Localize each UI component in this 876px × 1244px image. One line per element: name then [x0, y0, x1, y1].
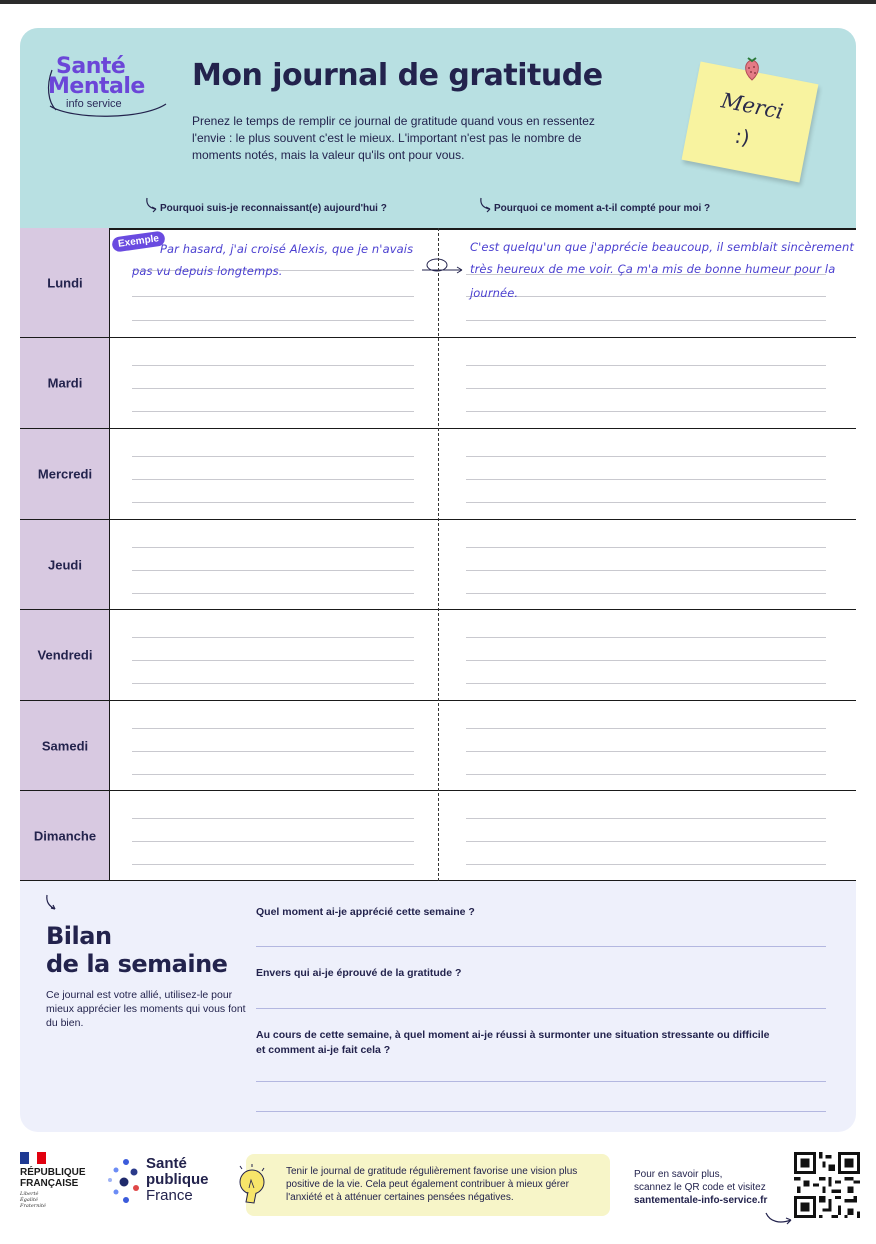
example-right-line3: journée. [470, 286, 519, 300]
writing-line[interactable] [132, 683, 414, 684]
arrow-icon [144, 197, 158, 213]
tip-text: Tenir le journal de gratitude régulièrement favorise une vision plus positive de la vie. Cela peut également contribuer à mieux gérer l'anxiété et à atténuer certaines pensées négatives. [286, 1166, 578, 1203]
column-header-right [494, 203, 710, 214]
logo-line3: info service [66, 98, 122, 110]
writing-line[interactable] [132, 841, 414, 842]
logo-line2: Mentale [48, 74, 145, 99]
writing-line[interactable] [132, 728, 414, 729]
example-left-line1: Par hasard, j'ai croisé Alexis, que je n'avais [160, 242, 414, 256]
bulb-icon [230, 1162, 270, 1208]
rf-motto [20, 1191, 100, 1209]
spf-line1: Santé [146, 1155, 187, 1172]
writing-line[interactable] [466, 683, 826, 684]
answer-line[interactable] [256, 1008, 826, 1009]
writing-line[interactable] [132, 388, 414, 389]
rf-name [20, 1167, 100, 1189]
spf-line3: France [146, 1187, 193, 1204]
top-bar [0, 0, 876, 4]
writing-line[interactable] [132, 296, 414, 297]
day-label: Mardi [47, 375, 83, 391]
more-line1: Pour en savoir plus, [634, 1169, 723, 1180]
writing-line[interactable] [132, 660, 414, 661]
writing-line[interactable] [466, 593, 826, 594]
day-label: Jeudi [48, 557, 82, 572]
answer-line[interactable] [256, 1081, 826, 1082]
sante-publique-france-logo [104, 1154, 224, 1210]
rf-motto3: Fraternité [20, 1203, 46, 1209]
bilan-text: Ce journal est votre allié, utilisez-le pour mieux apprécier les moments qui vous font du bien. [46, 989, 246, 1029]
bilan-title-line2: de la semaine [46, 950, 228, 978]
rf-motto1: Liberté [20, 1191, 39, 1197]
writing-line[interactable] [132, 637, 414, 638]
more-line2: scannez le QR code et visitez [634, 1182, 766, 1193]
column-header-right-label: Pourquoi ce moment a-t-il compté pour moi ? [494, 203, 711, 214]
writing-line[interactable] [132, 365, 414, 366]
day-label: Samedi [41, 738, 89, 753]
day-label: Dimanche [33, 828, 97, 843]
answer-line[interactable] [256, 946, 826, 947]
writing-line[interactable] [132, 593, 414, 594]
example-right-line2: très heureux de me voir. Ça m'a mis de bonne humeur pour la [470, 262, 836, 276]
rf-motto2: Égalité [20, 1197, 38, 1203]
arrow-icon [478, 197, 492, 213]
day-cell [20, 228, 110, 337]
writing-line[interactable] [132, 411, 414, 412]
writing-line[interactable] [466, 365, 826, 366]
writing-line[interactable] [132, 751, 414, 752]
example-right-line1: C'est quelqu'un que j'apprécie beaucoup, il semblait sincèrement [470, 240, 854, 254]
day-cell [20, 520, 110, 609]
bilan-question-2: Envers qui ai-je éprouvé de la gratitude ? [256, 967, 462, 979]
more-url[interactable] [634, 1194, 767, 1207]
writing-line[interactable] [132, 456, 414, 457]
day-cell [20, 610, 110, 700]
more-info [634, 1168, 767, 1207]
day-label: Vendredi [37, 647, 93, 663]
day-label: Lundi [47, 275, 83, 290]
writing-line[interactable] [132, 547, 414, 548]
column-divider [438, 228, 439, 881]
pin-icon [740, 56, 764, 84]
writing-line[interactable] [132, 774, 414, 775]
rf-line2: FRANÇAISE [20, 1178, 79, 1189]
writing-line[interactable] [466, 660, 826, 661]
flag-icon [20, 1152, 46, 1164]
journal-sheet [20, 28, 856, 1132]
day-cell [20, 429, 110, 519]
writing-line[interactable] [132, 502, 414, 503]
writing-line[interactable] [466, 864, 826, 865]
writing-line[interactable] [466, 841, 826, 842]
writing-line[interactable] [132, 864, 414, 865]
writing-line[interactable] [466, 570, 826, 571]
republique-francaise-logo [20, 1152, 100, 1209]
day-cell [20, 791, 110, 880]
writing-line[interactable] [466, 818, 826, 819]
bilan-question-3-line1: Au cours de cette semaine, à quel moment ai-je réussi à surmonter une situation stressante ou difficile [256, 1029, 770, 1041]
example-left-line2: pas vu depuis longtemps. [132, 264, 283, 278]
writing-line[interactable] [466, 320, 826, 321]
answer-line[interactable] [256, 1111, 826, 1112]
writing-line[interactable] [132, 479, 414, 480]
writing-line[interactable] [466, 456, 826, 457]
page-title: Mon journal de gratitude [192, 58, 603, 93]
tip-box [246, 1154, 610, 1216]
writing-line[interactable] [466, 388, 826, 389]
writing-line[interactable] [132, 570, 414, 571]
writing-line[interactable] [466, 728, 826, 729]
spf-dots-icon [104, 1154, 144, 1210]
day-cell [20, 338, 110, 428]
writing-line[interactable] [466, 296, 826, 297]
writing-line[interactable] [466, 411, 826, 412]
day-cell [20, 701, 110, 790]
writing-line[interactable] [466, 502, 826, 503]
writing-line[interactable] [132, 320, 414, 321]
writing-line[interactable] [466, 479, 826, 480]
bilan-question-3-line2: et comment ai-je fait cela ? [256, 1044, 391, 1056]
qr-code[interactable] [794, 1152, 860, 1218]
bilan-question-1: Quel moment ai-je apprécié cette semaine ? [256, 906, 475, 918]
writing-line[interactable] [466, 547, 826, 548]
arrow-icon [420, 258, 466, 278]
arrow-icon [764, 1210, 794, 1228]
sticky-note-text: Merci [719, 88, 786, 124]
writing-line[interactable] [466, 637, 826, 638]
week-table [20, 228, 856, 881]
column-header-left [160, 203, 387, 214]
header [20, 28, 856, 228]
bilan-title [46, 922, 227, 978]
smile-icon: :) [732, 123, 752, 150]
spf-line2: publique [146, 1171, 209, 1188]
sante-mentale-logo [42, 50, 172, 122]
writing-line[interactable] [466, 774, 826, 775]
spf-name [146, 1156, 209, 1204]
logo-line1: Santé [56, 54, 126, 79]
more-url-text[interactable]: santementale-info-service.fr [634, 1195, 768, 1206]
arrow-icon [44, 894, 58, 914]
column-header-left-label: Pourquoi suis-je reconnaissant(e) aujourd'hui ? [160, 203, 387, 214]
example-badge: Exemple [111, 230, 166, 252]
bilan-title-line1: Bilan [46, 922, 112, 950]
writing-line[interactable] [132, 818, 414, 819]
rf-line1: RÉPUBLIQUE [20, 1167, 86, 1178]
day-label: Mercredi [37, 466, 93, 482]
writing-line[interactable] [466, 751, 826, 752]
bilan-question-3 [256, 1028, 769, 1058]
intro-text: Prenez le temps de remplir ce journal de gratitude quand vous en ressentez l'envie : le plus souvent c'est le mieux. L'important n'est pas le nombre de moments notés, mais la valeur qu'ils ont pour vous. [192, 114, 595, 162]
